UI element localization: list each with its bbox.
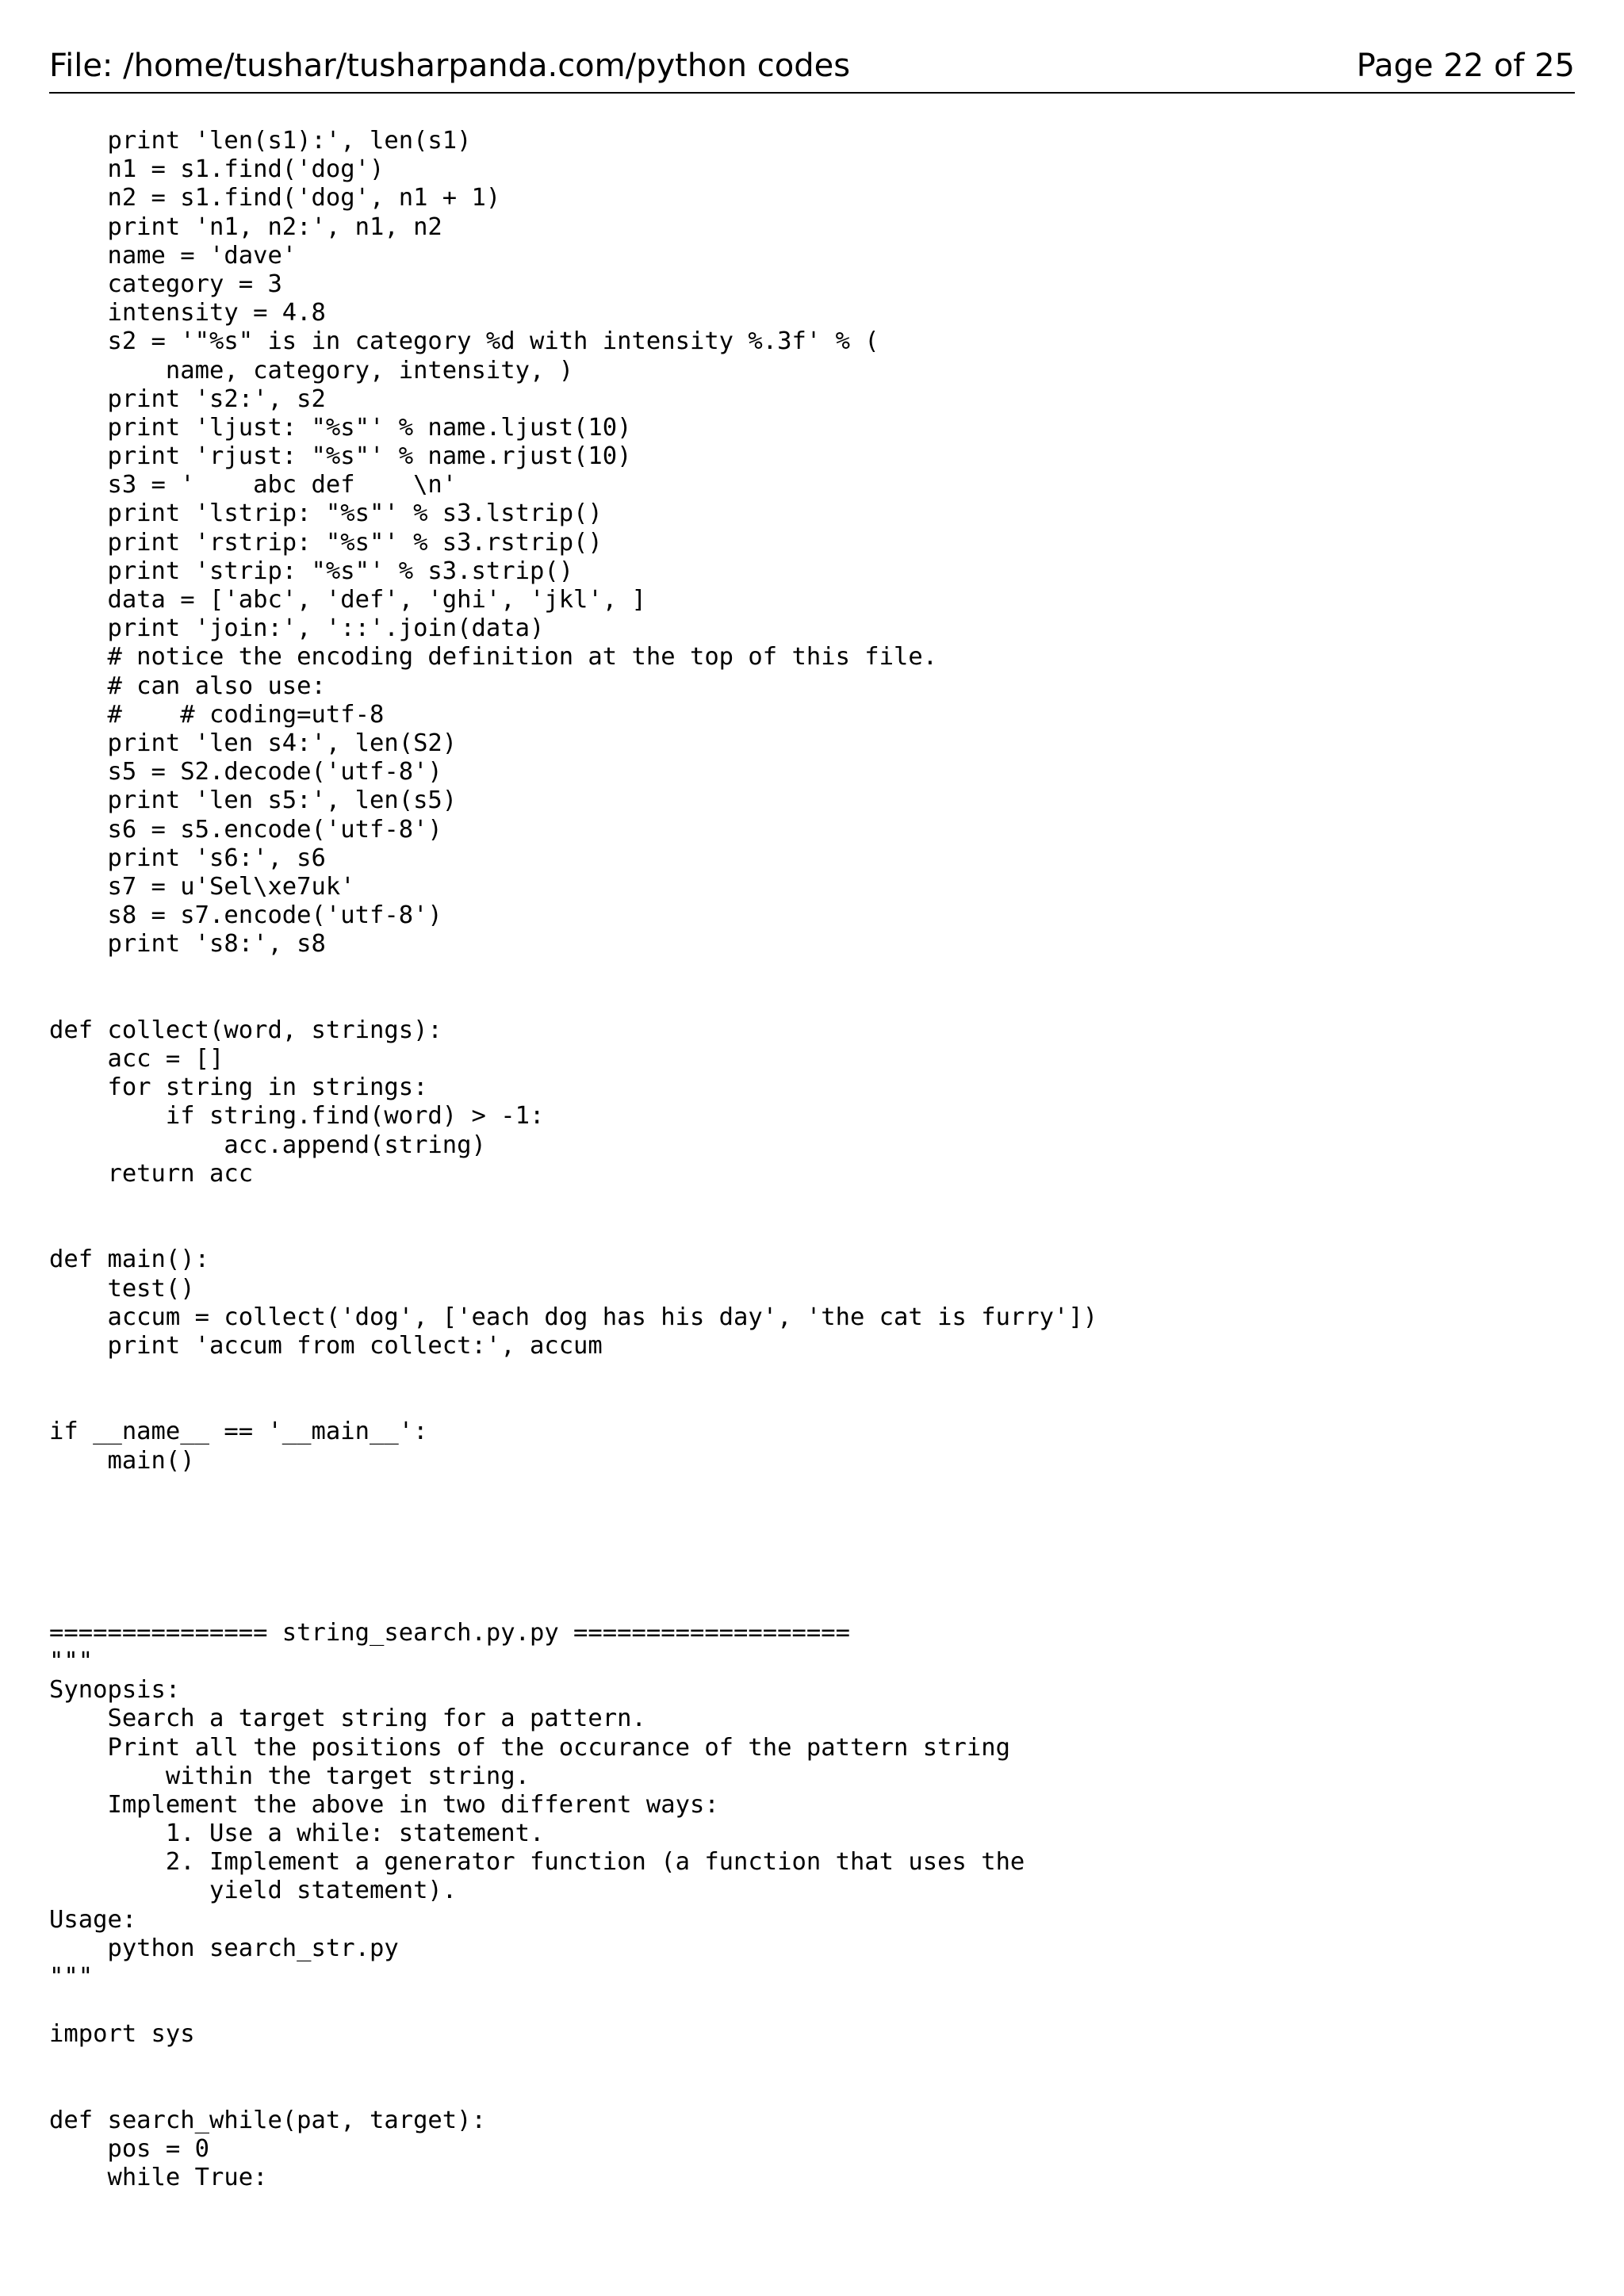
code-line: def main(): — [49, 1246, 209, 1274]
code-line: print 'accum from collect:', accum — [49, 1331, 603, 1360]
code-line — [49, 1188, 1575, 1217]
code-line: def search_while(pat, target): — [49, 2106, 486, 2134]
page-number-label: Page 22 of 25 — [1356, 48, 1575, 84]
code-line: """ — [49, 1647, 94, 1675]
code-line: def collect(word, strings): — [49, 1016, 442, 1044]
code-line — [49, 959, 1575, 987]
code-line: n2 = s1.find('dog', n1 + 1) — [49, 184, 501, 212]
code-line: """ — [49, 1963, 94, 1991]
code-line: # # coding=utf-8 — [49, 700, 385, 729]
code-line: 2. Implement a generator function (a function that uses the — [49, 1848, 1025, 1877]
code-line — [49, 1590, 1575, 1619]
code-listing — [49, 127, 1575, 2193]
code-line: print 'len(s1):', len(s1) — [49, 127, 472, 155]
code-line: accum = collect('dog', ['each dog has his day', 'the cat is furry']) — [49, 1303, 1098, 1331]
code-line: pos = 0 — [49, 2135, 209, 2164]
code-line: Search a target string for a pattern. — [49, 1705, 646, 1733]
code-line: s5 = S2.decode('utf-8') — [49, 758, 442, 786]
code-line: print 'len s4:', len(S2) — [49, 729, 458, 757]
code-line — [49, 1360, 1575, 1389]
code-line — [49, 1475, 1575, 1504]
code-line — [49, 1561, 1575, 1590]
code-line: print 'n1, n2:', n1, n2 — [49, 212, 442, 241]
code-line — [49, 1992, 1575, 2020]
code-line: acc.append(string) — [49, 1131, 486, 1159]
code-line: print 'lstrip: "%s"' % s3.lstrip() — [49, 499, 603, 528]
code-line — [49, 988, 1575, 1016]
code-line — [49, 1217, 1575, 1246]
code-line: print 's8:', s8 — [49, 930, 326, 959]
code-line — [49, 2078, 1575, 2107]
code-line — [49, 1389, 1575, 1418]
code-line: main() — [49, 1446, 195, 1475]
code-line: # can also use: — [49, 672, 326, 700]
code-line: n1 = s1.find('dog') — [49, 155, 385, 184]
code-line: =============== string_search.py.py =================== — [49, 1618, 850, 1647]
code-line: print 'join:', '::'.join(data) — [49, 614, 545, 643]
code-line: test() — [49, 1274, 195, 1303]
code-line: print 'strip: "%s"' % s3.strip() — [49, 557, 574, 585]
code-line: within the target string. — [49, 1762, 530, 1790]
code-line: # notice the encoding definition at the top of this file. — [49, 643, 938, 672]
code-line: Usage: — [49, 1905, 137, 1934]
file-path-label: File: /home/tushar/tusharpanda.com/python codes — [49, 48, 851, 84]
code-line — [49, 2049, 1575, 2078]
code-line — [49, 1533, 1575, 1561]
code-line: acc = [] — [49, 1045, 224, 1073]
code-line: name, category, intensity, ) — [49, 356, 574, 385]
code-line — [49, 1504, 1575, 1533]
code-line: s8 = s7.encode('utf-8') — [49, 901, 442, 930]
code-line: Synopsis: — [49, 1676, 181, 1705]
code-line: print 'ljust: "%s"' % name.ljust(10) — [49, 413, 632, 442]
code-line: return acc — [49, 1159, 254, 1188]
code-line: data = ['abc', 'def', 'ghi', 'jkl', ] — [49, 586, 646, 614]
page-header — [49, 41, 1575, 94]
code-line: 1. Use a while: statement. — [49, 1820, 545, 1848]
code-line: intensity = 4.8 — [49, 299, 326, 327]
code-line: python search_str.py — [49, 1934, 399, 1962]
code-line: Print all the positions of the occurance of the pattern string — [49, 1733, 1010, 1762]
code-line: s7 = u'Sel\xe7uk' — [49, 872, 355, 901]
code-line: while True: — [49, 2164, 268, 2192]
code-line: print 's2:', s2 — [49, 385, 326, 413]
code-line: yield statement). — [49, 1877, 458, 1905]
code-line: category = 3 — [49, 270, 282, 298]
code-line: print 'len s5:', len(s5) — [49, 786, 458, 815]
code-line: print 'rstrip: "%s"' % s3.rstrip() — [49, 528, 603, 557]
code-line: name = 'dave' — [49, 241, 297, 270]
code-line: Implement the above in two different ways: — [49, 1790, 719, 1819]
code-line: print 's6:', s6 — [49, 844, 326, 872]
code-line: if string.find(word) > -1: — [49, 1102, 545, 1131]
code-line: s3 = ' abc def \n' — [49, 471, 458, 499]
code-line: import sys — [49, 2020, 195, 2049]
code-line: print 'rjust: "%s"' % name.rjust(10) — [49, 442, 632, 471]
code-line: s2 = '"%s" is in category %d with intensity %.3f' % ( — [49, 327, 879, 356]
code-line: for string in strings: — [49, 1073, 428, 1102]
code-line: if __name__ == '__main__': — [49, 1418, 428, 1446]
code-line: s6 = s5.encode('utf-8') — [49, 815, 442, 844]
